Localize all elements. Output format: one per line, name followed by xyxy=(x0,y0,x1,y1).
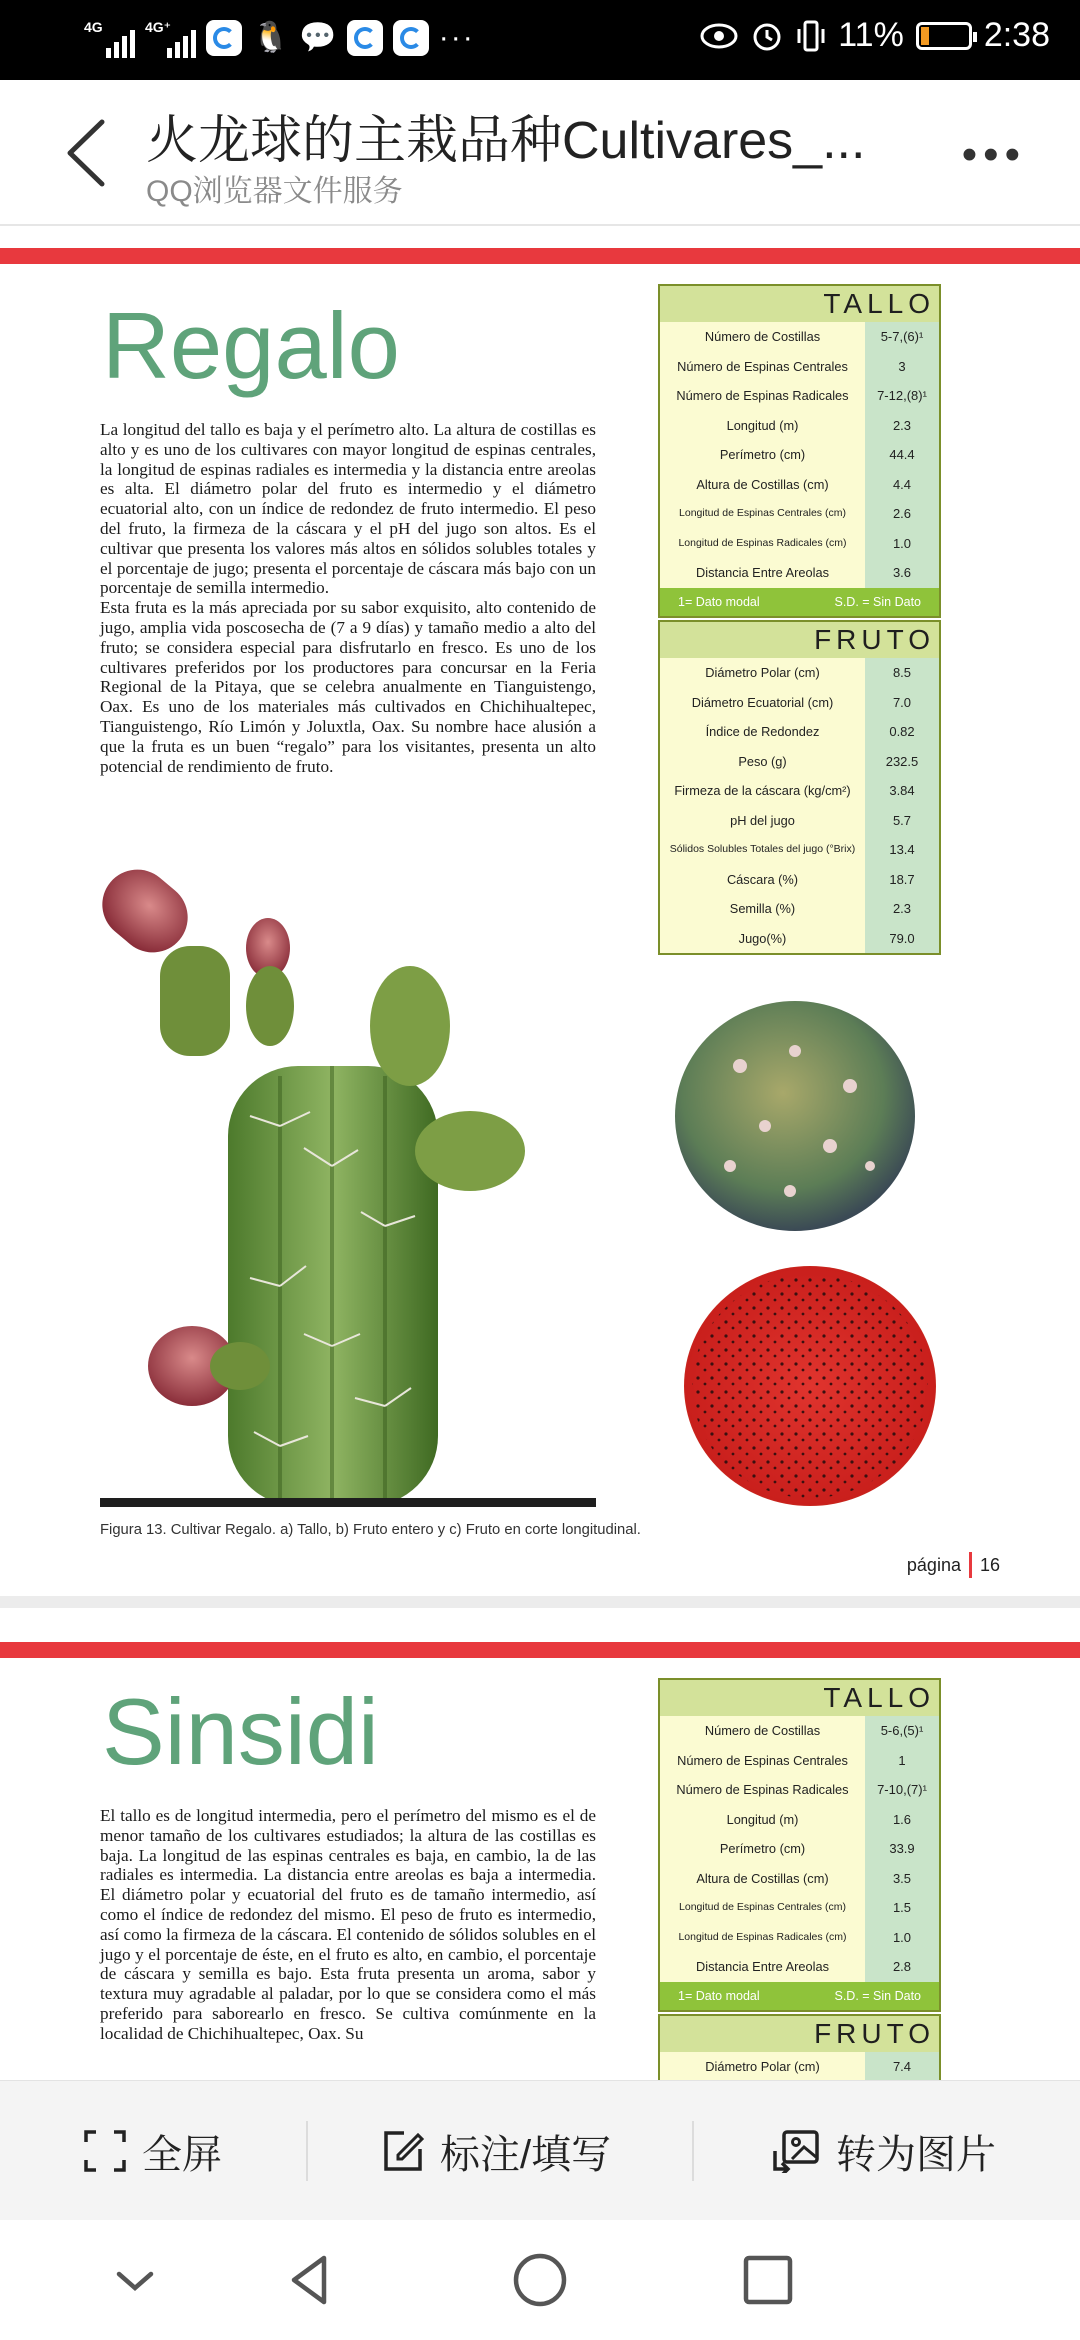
back-arrow-icon[interactable] xyxy=(64,118,108,188)
table-footer xyxy=(660,1982,939,2010)
row-label: pH del jugo xyxy=(730,812,795,828)
document-viewer[interactable] xyxy=(0,226,1080,2080)
row-value: 232.5 xyxy=(865,747,939,777)
row-label: Número de Espinas Centrales xyxy=(677,1752,848,1768)
table-row xyxy=(660,776,939,806)
row-value: 1.0 xyxy=(865,1923,939,1953)
table-row xyxy=(660,499,939,529)
vibrate-icon xyxy=(796,19,826,53)
cultivar-description xyxy=(100,420,596,776)
toolbar-divider xyxy=(692,2121,694,2181)
table-row xyxy=(660,1716,939,1746)
row-label: Jugo(%) xyxy=(738,930,787,946)
more-options-icon[interactable]: ••• xyxy=(961,130,1026,179)
qq-browser-icon-3 xyxy=(393,20,429,56)
whole-fruit-image xyxy=(670,996,920,1236)
more-notifications-icon: ··· xyxy=(438,21,475,54)
row-label: Cáscara (%) xyxy=(726,871,799,887)
annotate-label: 标注/填写 xyxy=(440,2132,612,2177)
row-label: Altura de Costillas (cm) xyxy=(696,1870,829,1886)
document-subtitle: QQ浏览器文件服务 xyxy=(146,175,403,208)
row-label: Número de Espinas Radicales xyxy=(676,388,849,404)
row-label: Diámetro Polar (cm) xyxy=(705,665,820,681)
row-label: Longitud (m) xyxy=(726,417,799,433)
row-value: 4.4 xyxy=(865,470,939,500)
qq-penguin-icon: 🐧 xyxy=(252,21,290,54)
row-label: Longitud (m) xyxy=(726,1811,799,1827)
description-paragraph: El tallo es de longitud intermedia, pero el perímetro del mismo es el de menor tamaño de los cultivares estudiados; la altura de las costillas es baja. La longitud de las espinas centrales es baja, en cambio, la de las radiales es intermedia. La distancia entre areolas es baja a intermedia. El diámetro polar y ecuatorial del fruto es de tamaño intermedio, así como el índice de redondez del mismo. El peso de fruto es intermedio, así como la firmeza de la cáscara. El contenido de sólidos solubles en el jugo y el porcentaje de éste, en el fruto es alto, en cambio, el porcentaje de cáscara y semilla es bajo. Esta fruta presenta un aroma, sabor y textura muy agradable al paladar, por lo que se considera como el más preferido para saborearlo en fresco. Se cultiva comúnmente en la localidad de Chichihualtepec, Oax. Su xyxy=(100,1806,596,2043)
page-number xyxy=(907,1552,1000,1578)
footnote-sd: S.D. = Sin Dato xyxy=(834,1988,921,2003)
table-row xyxy=(660,835,939,865)
battery-icon xyxy=(916,22,972,50)
row-label: Longitud de Espinas Centrales (cm) xyxy=(679,507,846,520)
eye-comfort-icon xyxy=(700,22,738,50)
row-label: Número de Costillas xyxy=(704,329,821,345)
row-value: 2.3 xyxy=(865,894,939,924)
table-row xyxy=(660,1923,939,1953)
row-value: 7-10,(7)¹ xyxy=(865,1775,939,1805)
battery-percent: 11% xyxy=(838,16,904,54)
row-value: 5.7 xyxy=(865,806,939,836)
row-label: Distancia Entre Areolas xyxy=(695,565,829,581)
app-header xyxy=(0,80,1080,226)
table-row xyxy=(660,806,939,836)
annotate-button[interactable] xyxy=(380,2081,611,2221)
tallo-heading: TALLO xyxy=(660,286,939,322)
nav-recents-icon[interactable] xyxy=(738,2250,798,2310)
page-header-bar xyxy=(0,248,1080,264)
fullscreen-icon xyxy=(84,2130,126,2172)
signal-sim1-icon xyxy=(84,18,135,58)
row-value: 79.0 xyxy=(865,924,939,954)
row-label: Número de Costillas xyxy=(704,1723,821,1739)
fullscreen-label: 全屏 xyxy=(142,2132,222,2177)
document-page xyxy=(0,226,1080,1596)
table-row xyxy=(660,352,939,382)
row-label: Longitud de Espinas Radicales (cm) xyxy=(678,536,847,549)
table-row xyxy=(660,1893,939,1923)
cultivar-name: Regalo xyxy=(102,293,400,398)
row-label: Firmeza de la cáscara (kg/cm²) xyxy=(674,783,851,799)
status-bar xyxy=(0,0,1080,80)
row-value: 3 xyxy=(865,352,939,382)
row-label: Sólidos Solubles Totales del jugo (°Brix) xyxy=(669,843,856,856)
convert-to-image-button[interactable] xyxy=(772,2081,996,2221)
page-number-value: 16 xyxy=(979,1554,1000,1575)
row-value: 2.3 xyxy=(865,411,939,441)
footnote-sd: S.D. = Sin Dato xyxy=(834,594,921,609)
cut-fruit-image xyxy=(680,1261,940,1511)
fruto-heading: FRUTO xyxy=(660,622,939,658)
table-row xyxy=(660,894,939,924)
system-nav-bar xyxy=(0,2220,1080,2340)
document-page xyxy=(0,1608,1080,2080)
table-row xyxy=(660,381,939,411)
row-value: 1.6 xyxy=(865,1805,939,1835)
table-row xyxy=(660,1834,939,1864)
row-value: 2.8 xyxy=(865,1952,939,1982)
table-row xyxy=(660,1864,939,1894)
figure-underline xyxy=(100,1498,596,1507)
table-row xyxy=(660,411,939,441)
row-value: 8.5 xyxy=(865,658,939,688)
table-row xyxy=(660,529,939,559)
qq-browser-icon xyxy=(206,20,242,56)
document-title: 火龙球的主栽品种Cultivares_... xyxy=(146,112,866,170)
nav-home-icon[interactable] xyxy=(510,2250,570,2310)
description-paragraph: Esta fruta es la más apreciada por su sabor exquisito, alto contenido de jugo, amplia vida poscosecha de (7 a 9 días) y tamaño medio a alto del fruto; se considera especial para disfrutarlo en fresco. Es uno de los cultivares preferidos por los productores para concursar en la Feria Regional de la Pitaya, que se celebra anualmente en Tianguistengo, Oax. Es uno de los materiales más cultivados en Chichihualtepec, Tianguistengo, Río Limón y Joluxtla, Oax. Su nombre hace alusión a que la fruta es un buen “regalo” para los visitantes, presenta un alto potencial de rendimiento de fruto. xyxy=(100,598,596,776)
row-value: 1.0 xyxy=(865,529,939,559)
signal-sim2-icon xyxy=(145,18,196,58)
cultivar-name: Sinsidi xyxy=(102,1679,379,1784)
row-label: Perímetro (cm) xyxy=(719,1841,806,1857)
table-row xyxy=(660,440,939,470)
row-label: Diámetro Ecuatorial (cm) xyxy=(691,694,834,710)
page-label: página xyxy=(906,1554,961,1575)
table-row xyxy=(660,865,939,895)
cactus-stem-image xyxy=(100,866,600,1506)
footnote-modal: 1= Dato modal xyxy=(678,594,760,609)
row-label: Peso (g) xyxy=(738,753,787,769)
table-row xyxy=(660,1775,939,1805)
row-value: 7-12,(8)¹ xyxy=(865,381,939,411)
sim1-label: 4G xyxy=(84,19,103,35)
qq-browser-icon-2 xyxy=(347,20,383,56)
fruto-heading: FRUTO xyxy=(660,2016,939,2052)
row-label: Longitud de Espinas Centrales (cm) xyxy=(679,1901,846,1914)
cultivar-description xyxy=(100,1806,596,2044)
bottom-toolbar xyxy=(0,2080,1080,2220)
row-value: 13.4 xyxy=(865,835,939,865)
row-label: Número de Espinas Centrales xyxy=(677,358,848,374)
collapse-chevron-icon[interactable] xyxy=(105,2250,165,2310)
image-convert-icon xyxy=(772,2129,820,2173)
toolbar-divider xyxy=(306,2121,308,2181)
table-row xyxy=(660,717,939,747)
row-value: 7.4 xyxy=(865,2052,939,2080)
nav-back-icon[interactable] xyxy=(280,2250,340,2310)
table-row xyxy=(660,322,939,352)
sim2-label: 4G⁺ xyxy=(145,19,172,35)
table-footer xyxy=(660,588,939,616)
table-row xyxy=(660,924,939,954)
table-row xyxy=(660,747,939,777)
row-value: 3.84 xyxy=(865,776,939,806)
row-value: 3.6 xyxy=(865,558,939,588)
page-header-bar xyxy=(0,1642,1080,1658)
row-label: Perímetro (cm) xyxy=(719,447,806,463)
row-value: 3.5 xyxy=(865,1864,939,1894)
fruto-table xyxy=(658,620,941,955)
row-value: 18.7 xyxy=(865,865,939,895)
table-row xyxy=(660,1805,939,1835)
row-value: 2.6 xyxy=(865,499,939,529)
row-label: Número de Espinas Radicales xyxy=(676,1782,849,1798)
footnote-modal: 1= Dato modal xyxy=(678,1988,760,2003)
row-label: Longitud de Espinas Radicales (cm) xyxy=(678,1930,847,1943)
row-value: 5-6,(5)¹ xyxy=(865,1716,939,1746)
row-label: Distancia Entre Areolas xyxy=(695,1959,829,1975)
table-row xyxy=(660,2052,939,2080)
fullscreen-button[interactable] xyxy=(84,2081,222,2221)
row-value: 44.4 xyxy=(865,440,939,470)
fruto-table xyxy=(658,2014,941,2080)
tallo-table xyxy=(658,1678,941,2012)
row-label: Altura de Costillas (cm) xyxy=(696,476,829,492)
row-label: Índice de Redondez xyxy=(705,724,820,740)
table-row xyxy=(660,1746,939,1776)
edit-note-icon xyxy=(380,2129,424,2173)
table-row xyxy=(660,1952,939,1982)
convert-to-image-label: 转为图片 xyxy=(836,2132,996,2177)
clock: 2:38 xyxy=(983,16,1050,54)
row-label: Diámetro Polar (cm) xyxy=(705,2059,820,2075)
table-row xyxy=(660,658,939,688)
row-value: 33.9 xyxy=(865,1834,939,1864)
row-value: 0.82 xyxy=(865,717,939,747)
figure-caption: Figura 13. Cultivar Regalo. a) Tallo, b) Fruto entero y c) Fruto en corte longitudinal. xyxy=(100,1522,641,1538)
wechat-icon: 💬 xyxy=(299,21,337,54)
table-row xyxy=(660,558,939,588)
row-label: Semilla (%) xyxy=(729,901,796,917)
table-row xyxy=(660,470,939,500)
row-value: 1.5 xyxy=(865,1893,939,1923)
tallo-heading: TALLO xyxy=(660,1680,939,1716)
tallo-table xyxy=(658,284,941,618)
row-value: 5-7,(6)¹ xyxy=(865,322,939,352)
row-value: 7.0 xyxy=(865,688,939,718)
table-row xyxy=(660,688,939,718)
alarm-icon xyxy=(750,19,784,53)
description-paragraph: La longitud del tallo es baja y el perímetro alto. La altura de costillas es alto y es uno de los cultivares con mayor longitud de espinas centrales, la longitud de espinas radiales es intermedia y la distancia entre areolas es alta. El diámetro polar del fruto es intermedio y el diámetro ecuatorial alto, con un índice de redondez de fruto intermedio. El peso del fruto, la firmeza de la cáscara y el pH del jugo son altos. Es el cultivar que presenta los valores más altos en sólidos solubles totales y el porcentaje de jugo; presenta el porcentaje de cáscara más bajo con un porcentaje de semilla intermedio. xyxy=(100,420,596,598)
row-value: 1 xyxy=(865,1746,939,1776)
